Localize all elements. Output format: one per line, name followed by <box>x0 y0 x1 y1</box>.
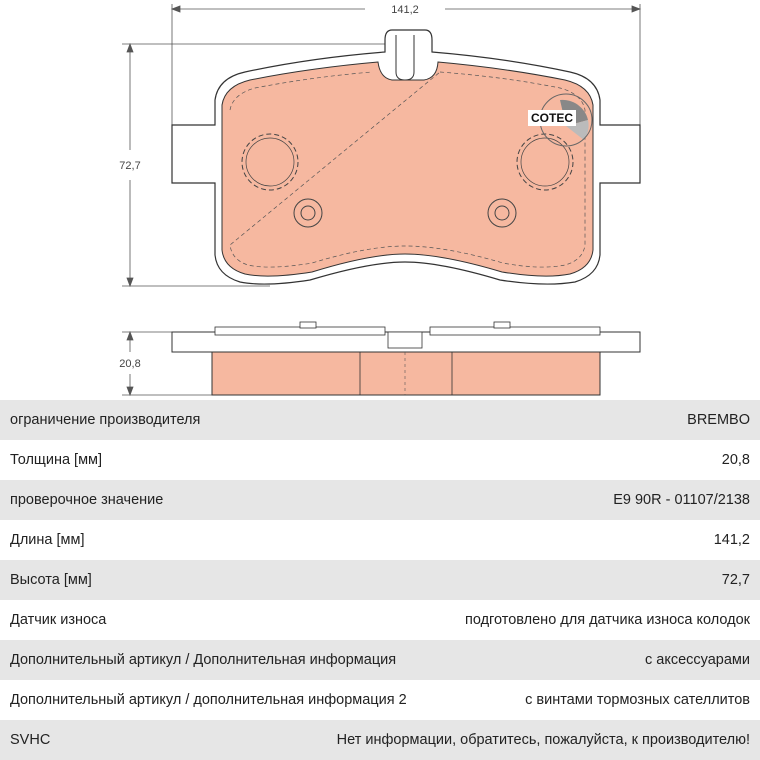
spec-value: BREMBO <box>687 412 750 428</box>
spec-value: 141,2 <box>713 532 750 548</box>
spec-value: 72,7 <box>721 572 750 588</box>
pad-front-view <box>172 30 640 284</box>
spec-row-length <box>0 520 760 560</box>
spec-value: Нет информации, обратитесь, пожалуйста, к производителю! <box>336 732 750 748</box>
spec-row-additional-info <box>0 640 760 680</box>
spec-label: проверочное значение <box>10 492 164 508</box>
spec-row-thickness <box>0 440 760 480</box>
width-dimension-label: 141,2 <box>391 4 419 16</box>
pad-side-view <box>172 322 640 395</box>
spec-row-wear-sensor <box>0 600 760 640</box>
specifications-table <box>0 400 760 760</box>
spec-row-manufacturer-restriction <box>0 400 760 440</box>
spec-row-height <box>0 560 760 600</box>
spec-label: Толщина [мм] <box>10 452 103 468</box>
spec-value: с винтами тормозных сателлитов <box>525 692 750 708</box>
spec-row-additional-info-2 <box>0 680 760 720</box>
spec-label: ограничение производителя <box>10 412 201 428</box>
spec-label: Датчик износа <box>10 612 107 628</box>
spec-label: Длина [мм] <box>10 532 85 548</box>
spec-label: Высота [мм] <box>10 572 92 588</box>
thickness-dimension-label: 20,8 <box>119 358 141 370</box>
cotec-logo-text: COTEC <box>531 111 573 125</box>
spec-value: подготовлено для датчика износа колодок <box>464 612 750 628</box>
spec-label: SVHC <box>10 732 51 748</box>
spec-label: Дополнительный артикул / Дополнительная информация <box>10 652 397 668</box>
spec-row-svhc <box>0 720 760 760</box>
spec-value: 20,8 <box>721 452 750 468</box>
height-dimension-label: 72,7 <box>119 160 141 172</box>
spec-label: Дополнительный артикул / дополнительная информация 2 <box>10 692 407 708</box>
spec-value: с аксессуарами <box>644 652 750 668</box>
spec-row-test-value <box>0 480 760 520</box>
spec-value: E9 90R - 01107/2138 <box>613 492 750 508</box>
